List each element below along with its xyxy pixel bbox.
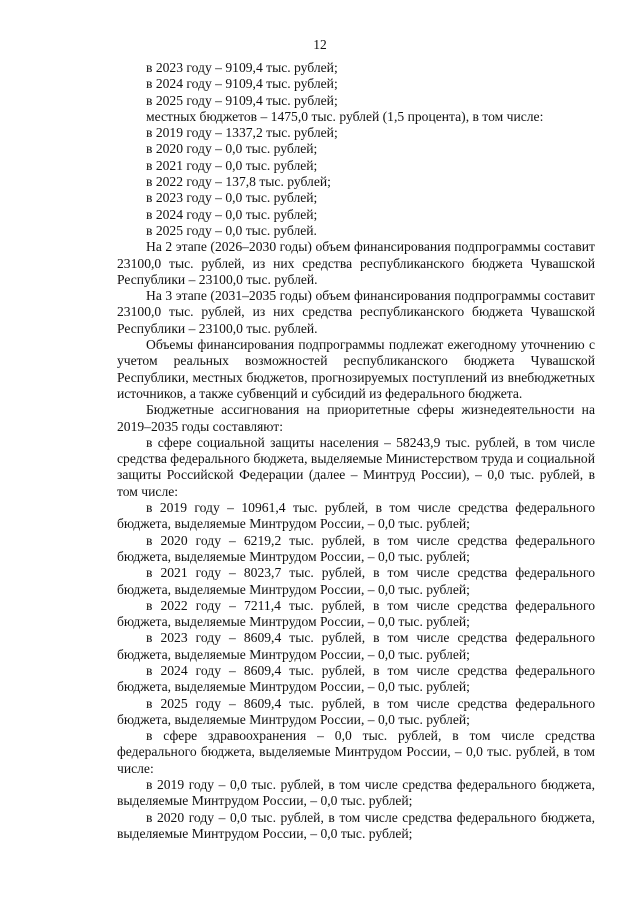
paragraph: в 2023 году – 9109,4 тыс. рублей;	[146, 60, 338, 75]
paragraph: в 2021 году – 8023,7 тыс. рублей, в том числе средства федерального бюджета, выделяемые Минтрудом России, – 0,0 тыс. рублей;	[117, 565, 595, 597]
paragraph: в 2019 году – 1337,2 тыс. рублей;	[146, 125, 338, 141]
paragraph: Бюджетные ассигнования на приоритетные сферы жизнедеятельности на 2019–2035 годы составляют:	[117, 402, 595, 434]
paragraph: На 2 этапе (2026–2030 годы) объем финансирования подпрограммы составит 23100,0 тыс. рублей, из них средства республиканского бюджета Чувашской Республики – 23100,0 тыс. рублей.	[117, 239, 595, 287]
paragraph: в 2024 году – 0,0 тыс. рублей;	[146, 206, 318, 222]
paragraph: в 2023 году – 0,0 тыс. рублей;	[146, 190, 318, 206]
paragraph: местных бюджетов – 1475,0 тыс. рублей (1,5 процента), в том числе:	[146, 108, 544, 124]
paragraph: в 2019 году – 10961,4 тыс. рублей, в том числе средства федерального бюджета, выделяемые Минтрудом России, – 0,0 тыс. рублей;	[117, 500, 595, 532]
paragraph: в 2023 году – 8609,4 тыс. рублей, в том числе средства федерального бюджета, выделяемые Минтрудом России, – 0,0 тыс. рублей;	[117, 630, 595, 662]
paragraph: в сфере социальной защиты населения – 58243,9 тыс. рублей, в том числе средства федерального бюджета, выделяемые Министерством труда и социальной защиты Российской Федерации (далее – Минтруд России), – 0,0 тыс. рублей, в том числе:	[117, 434, 595, 499]
paragraph: в 2024 году – 8609,4 тыс. рублей, в том числе средства федерального бюджета, выделяемые Минтрудом России, – 0,0 тыс. рублей;	[117, 662, 595, 695]
paragraph: в 2025 году – 0,0 тыс. рублей.	[146, 222, 317, 238]
paragraph: в 2022 году – 137,8 тыс. рублей;	[146, 174, 331, 190]
paragraph: в 2024 году – 9109,4 тыс. рублей;	[146, 76, 338, 92]
paragraph: в 2022 году – 7211,4 тыс. рублей, в том числе средства федерального бюджета, выделяемые Минтрудом России, – 0,0 тыс. рублей;	[117, 597, 595, 630]
paragraph: в сфере здравоохранения – 0,0 тыс. рублей, в том числе средства федерального бюджета, выделяемые Минтрудом России, – 0,0 тыс. рублей, в том числе:	[117, 728, 595, 776]
paragraph: Объемы финансирования подпрограммы подлежат ежегодному уточнению с учетом реальных возможностей республиканского бюджета Чувашской Республики, местных бюджетов, прогнозируемых поступлений из внебюджетных источников, а также субвенций и субсидий из федерального бюджета.	[117, 337, 595, 401]
paragraph: в 2020 году – 6219,2 тыс. рублей, в том числе средства федерального бюджета, выделяемые Минтрудом России, – 0,0 тыс. рублей;	[117, 532, 595, 564]
paragraph: в 2021 году – 0,0 тыс. рублей;	[146, 157, 318, 173]
paragraph: в 2025 году – 9109,4 тыс. рублей;	[146, 92, 338, 108]
paragraph: в 2020 году – 0,0 тыс. рублей;	[146, 141, 318, 157]
page-number: 12	[313, 37, 327, 52]
paragraph: в 2020 году – 0,0 тыс. рублей, в том числе средства федерального бюджета, выделяемые Минтрудом России, – 0,0 тыс. рублей;	[117, 809, 595, 841]
paragraph: На 3 этапе (2031–2035 годы) объем финансирования подпрограммы составит 23100,0 тыс. рублей, из них средства республиканского бюджета Чувашской Республики – 23100,0 тыс. рублей.	[117, 288, 595, 336]
paragraph: в 2025 году – 8609,4 тыс. рублей, в том числе средства федерального бюджета, выделяемые Минтрудом России, – 0,0 тыс. рублей;	[117, 695, 595, 727]
document-body	[117, 60, 595, 842]
paragraph: в 2019 году – 0,0 тыс. рублей, в том числе средства федерального бюджета, выделяемые Минтрудом России, – 0,0 тыс. рублей;	[117, 777, 595, 809]
